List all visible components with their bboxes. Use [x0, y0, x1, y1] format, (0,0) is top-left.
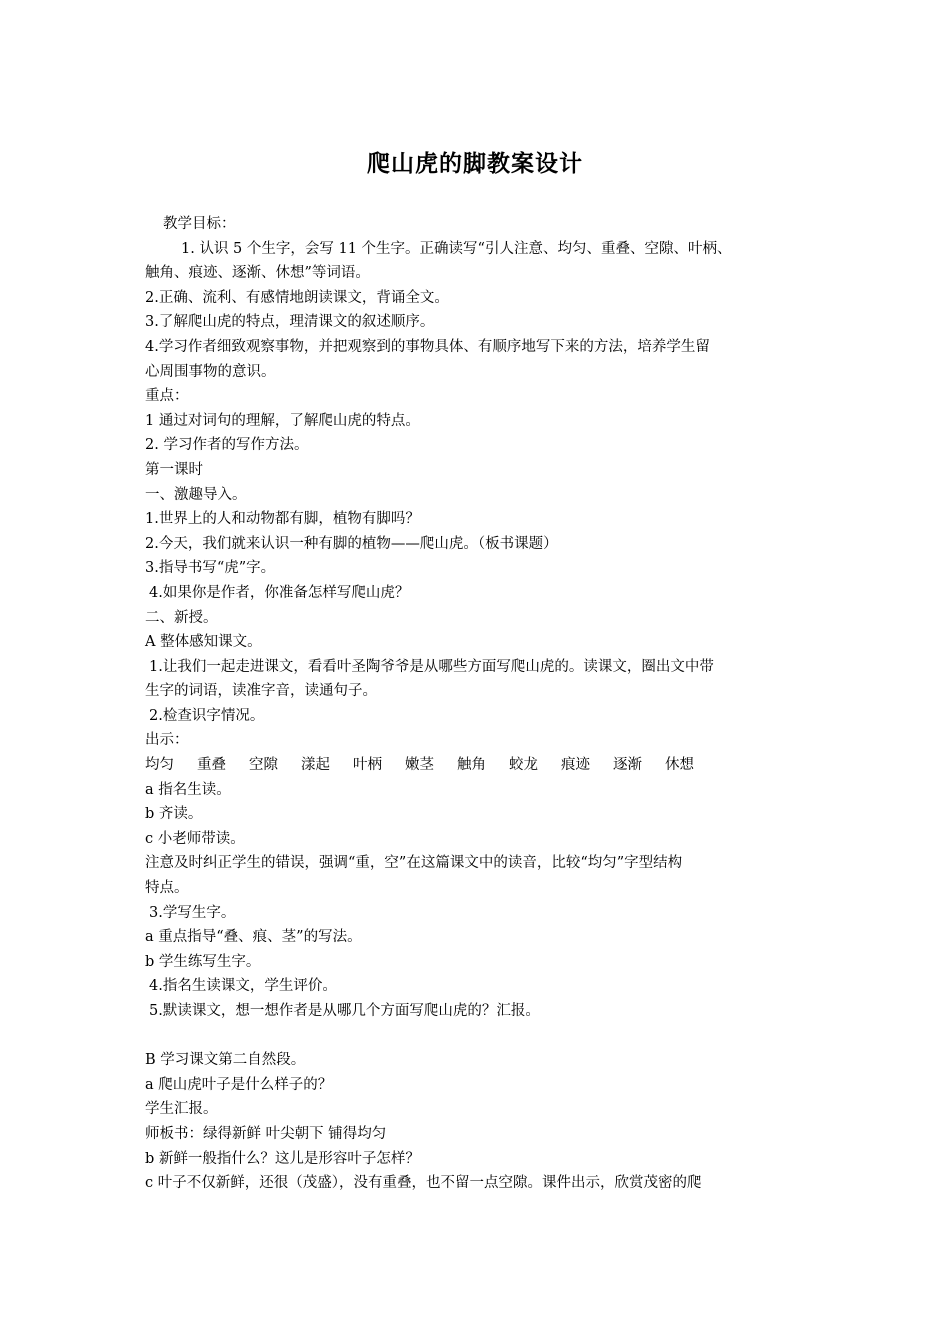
- paragraph-line: 2.今天，我们就来认识一种有脚的植物——爬山虎。（板书课题）: [145, 535, 558, 552]
- paragraph-line: 出示：: [145, 732, 189, 749]
- paragraph-line: a 爬山虎叶子是什么样子的？: [145, 1076, 333, 1093]
- paragraph-line: 2. 学习作者的写作方法。: [145, 437, 309, 454]
- paragraph-line: c 小老师带读。: [145, 830, 245, 847]
- paragraph-line: 第一课时: [145, 461, 203, 478]
- paragraph-line: b 新鲜一般指什么？这儿是形容叶子怎样？: [145, 1150, 420, 1167]
- paragraph-line: 5.默读课文，想一想作者是从哪几个方面写爬山虎的？汇报。: [149, 1003, 540, 1019]
- paragraph-line: 心周围事物的意识。: [145, 363, 276, 380]
- vocabulary-word: 叶柄: [353, 757, 382, 774]
- vocabulary-word: 休想: [665, 757, 694, 774]
- vocabulary-word: 痕迹: [561, 757, 590, 774]
- paragraph-line: 2.正确、流利、有感情地朗读课文，背诵全文。: [145, 289, 449, 306]
- paragraph-line: 教学目标：: [163, 216, 236, 232]
- paragraph-line: 特点。: [145, 880, 189, 897]
- paragraph-line: 注意及时纠正学生的错误，强调“重，空”在这篇课文中的读音，比较“均匀”字型结构: [145, 855, 683, 872]
- paragraph-line: 4.学习作者细致观察事物，并把观察到的事物具体、有顺序地写下来的方法，培养学生留: [145, 338, 710, 355]
- paragraph-line: 1 通过对词句的理解，了解爬山虎的特点。: [145, 412, 420, 429]
- vocabulary-word: 重叠: [197, 757, 226, 774]
- vocabulary-word: 触角: [457, 757, 486, 774]
- paragraph-line: b 学生练写生字。: [145, 953, 261, 970]
- vocabulary-word: 蛟龙: [509, 757, 538, 774]
- vocabulary-word-list: [145, 753, 810, 778]
- document-title: 爬山虎的脚教案设计: [367, 151, 583, 177]
- blank-line: [145, 1024, 810, 1049]
- paragraph-line: 4.如果你是作者，你准备怎样写爬山虎？: [149, 584, 410, 601]
- paragraph-line: 2.检查识字情况。: [149, 707, 265, 724]
- paragraph-line: a 重点指导“叠、痕、茎”的写法。: [145, 929, 362, 946]
- paragraph-line: 1.让我们一起走进课文，看看叶圣陶爷爷是从哪些方面写爬山虎的。读课文，圈出文中带: [149, 658, 714, 675]
- paragraph-line: 二、新授。: [145, 609, 218, 626]
- vocabulary-word: 逐渐: [613, 757, 642, 774]
- vocabulary-word: 空隙: [249, 757, 278, 774]
- document-body: [145, 212, 810, 1196]
- paragraph-line: 学生汇报。: [145, 1101, 218, 1118]
- paragraph-line: a 指名生读。: [145, 781, 231, 798]
- paragraph-line: 3.了解爬山虎的特点，理清课文的叙述顺序。: [145, 314, 435, 331]
- paragraph-line: 1.世界上的人和动物都有脚，植物有脚吗？: [145, 511, 420, 528]
- paragraph-line: 3.指导书写“虎”字。: [145, 560, 276, 577]
- vocabulary-word: 漾起: [301, 757, 330, 774]
- paragraph-line: B 学习课文第二自然段。: [145, 1052, 306, 1069]
- vocabulary-word: 均匀: [145, 757, 174, 774]
- vocabulary-word: 嫩茎: [405, 757, 434, 774]
- paragraph-line: 3.学写生字。: [149, 904, 236, 921]
- paragraph-line: 1. 认识 5 个生字，会写 11 个生字。正确读写“引人注意、均匀、重叠、空隙、叶柄、: [181, 240, 732, 257]
- paragraph-line: b 齐读。: [145, 806, 203, 823]
- paragraph-line: 生字的词语，读准字音，读通句子。: [145, 683, 377, 700]
- paragraph-line: A 整体感知课文。: [145, 634, 262, 651]
- paragraph-line: 一、激趣导入。: [145, 486, 247, 503]
- paragraph-line: c 叶子不仅新鲜，还很（茂盛），没有重叠，也不留一点空隙。课件出示，欣赏茂密的爬: [145, 1175, 702, 1192]
- paragraph-line: 重点：: [145, 388, 189, 405]
- paragraph-line: 触角、痕迹、逐渐、休想”等词语。: [145, 265, 370, 282]
- paragraph-line: 师板书：绿得新鲜 叶尖朝下 铺得均匀: [145, 1125, 387, 1142]
- paragraph-line: 4.指名生读课文，学生评价。: [149, 978, 337, 995]
